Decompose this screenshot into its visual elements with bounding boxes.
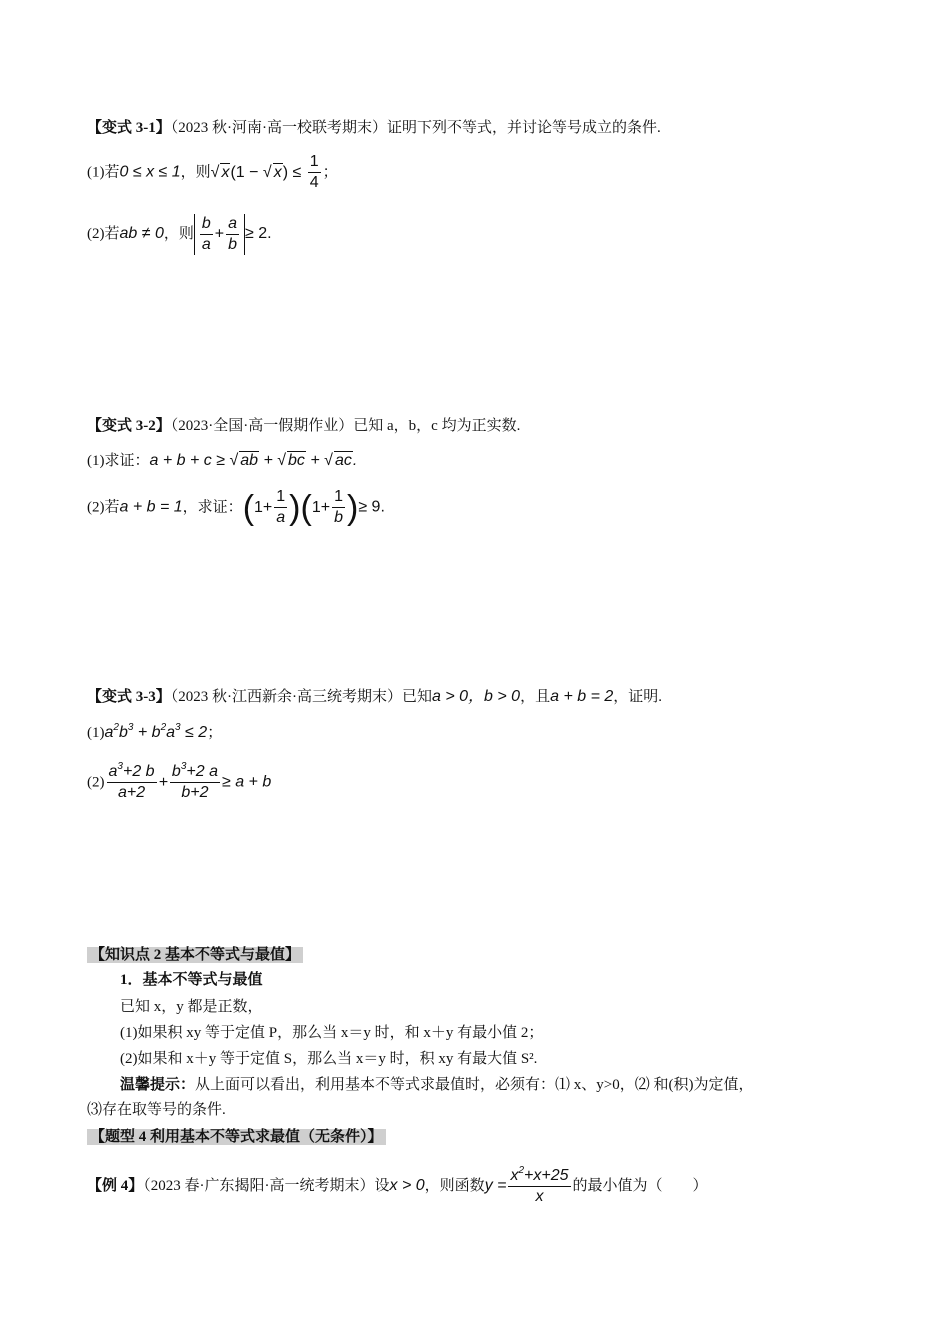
- v31-p2-cond: ab ≠ 0: [119, 224, 164, 242]
- kp2-tip: [120, 1075, 753, 1095]
- v33-p2-prefix: (2): [87, 774, 105, 791]
- v33-stem-prefix: 已知: [402, 689, 433, 705]
- ex4-fraction: $\frac{x^2+x+25}{x}$: [510, 1165, 569, 1205]
- v32-heading: [87, 416, 520, 436]
- v32-p2-formula: (1+ $\frac{1}{a}$ )(1+ $\frac{1}{b}$ ): [242, 488, 359, 527]
- v31-title: 【变式 3-1】: [87, 120, 171, 136]
- type4-heading: [87, 1127, 386, 1147]
- v33-p1-end: ；: [207, 725, 223, 741]
- type4-heading-text: 【题型 4 利用基本不等式求最值（无条件）】: [87, 1129, 386, 1145]
- ex4-mid: ，则函数: [424, 1177, 485, 1194]
- v33-heading: [87, 687, 662, 707]
- v32-part2: [87, 487, 385, 528]
- v32-title: 【变式 3-2】: [87, 418, 171, 434]
- v32-p1-formula: a + b + c ≥ √ ab + √ bc + √ ac.: [149, 452, 358, 469]
- ex4-suffix: 的最小值为（ ）: [572, 1177, 708, 1194]
- kp2-line1: 已知 x，y 都是正数，: [120, 999, 263, 1015]
- kp2-line3: (2)如果和 x＋y 等于定值 S，那么当 x＝y 时，积 xy 有最大值 S².: [120, 1051, 538, 1067]
- ex4-cond: x > 0: [389, 1176, 425, 1194]
- v33-part2: [87, 762, 271, 803]
- v33-p2-rhs: ≥ a + b: [221, 773, 272, 791]
- v32-p2-mid: ，求证：: [182, 499, 243, 516]
- v31-p1-cond: 0 ≤ x ≤ 1: [119, 163, 181, 181]
- ex4-question: [87, 1166, 708, 1207]
- v31-p2-then: ，则: [163, 225, 194, 242]
- v33-stem-cond: a > 0，b > 0: [432, 688, 521, 705]
- v31-p1-end: ；: [322, 164, 338, 181]
- v31-p2-prefix: (2)若: [87, 225, 120, 242]
- v33-source: （2023 秋·江西新余·高三统考期末）: [170, 689, 402, 705]
- v33-p1-prefix: (1): [87, 725, 105, 741]
- v32-p2-rhs: ≥ 9.: [358, 498, 385, 516]
- v31-stem: 证明下列不等式，并讨论等号成立的条件.: [387, 120, 661, 136]
- v31-part1: [87, 152, 338, 193]
- v31-heading: [87, 118, 661, 138]
- ex4-prefix: 设: [374, 1177, 390, 1194]
- kp2-line2: (1)如果积 xy 等于定值 P，那么当 x＝y 时，和 x＋y 有最小值 2；: [120, 1025, 544, 1041]
- v33-stem-cond2: a + b = 2: [550, 688, 614, 705]
- v31-p1-then: ，则: [180, 164, 211, 181]
- kp2-tip2: ⑶存在取等号的条件.: [87, 1102, 226, 1118]
- v33-p2-formula: $\frac{a^3+2 b}{a+2}$ + $\frac{b^3+2 a}{b+2}$: [108, 761, 218, 801]
- ex4-title: 【例 4】: [87, 1177, 144, 1194]
- v32-part1: [87, 451, 357, 471]
- v32-stem: 已知 a，b，c 均为正实数.: [353, 418, 521, 434]
- ex4-func-lhs: y =: [484, 1176, 507, 1194]
- v32-p1-prefix: (1)求证：: [87, 453, 150, 469]
- v33-part1: [87, 723, 222, 743]
- v31-part2: [87, 214, 272, 255]
- v31-source: （2023 秋·河南·高一校联考期末）: [170, 120, 387, 136]
- v33-p1-formula: $a^2b^3 + b^2a^3 \le 2$: [104, 722, 208, 741]
- v33-stem-mid: ，且: [520, 689, 551, 705]
- kp2-tip-label: 温馨提示：: [120, 1077, 196, 1093]
- ex4-source: （2023 春·广东揭阳·高一统考期末）: [143, 1177, 375, 1194]
- v32-p2-cond: a + b = 1: [119, 498, 183, 516]
- v32-source: （2023·全国·高一假期作业）: [170, 418, 354, 434]
- kp2-heading: [87, 945, 303, 965]
- v33-title: 【变式 3-3】: [87, 689, 171, 705]
- v33-stem-end: ，证明.: [613, 689, 663, 705]
- kp2-tip-text: 从上面可以看出，利用基本不等式求最值时，必须有：⑴ x、y>0，⑵ 和(积)为定值，: [195, 1077, 754, 1093]
- v31-p2-rhs: ≥ 2.: [245, 224, 272, 242]
- v31-p1-prefix: (1)若: [87, 164, 120, 181]
- kp2-subheading: 1．基本不等式与最值: [120, 972, 263, 988]
- v31-p1-formula: √ x(1 − √ x) ≤ $\frac{1}{4}$: [210, 153, 319, 191]
- v31-p2-abs: $\frac{b}{a}$ + $\frac{a}{b}$: [194, 214, 245, 255]
- v32-p2-prefix: (2)若: [87, 499, 120, 516]
- kp2-heading-text: 【知识点 2 基本不等式与最值】: [87, 947, 303, 963]
